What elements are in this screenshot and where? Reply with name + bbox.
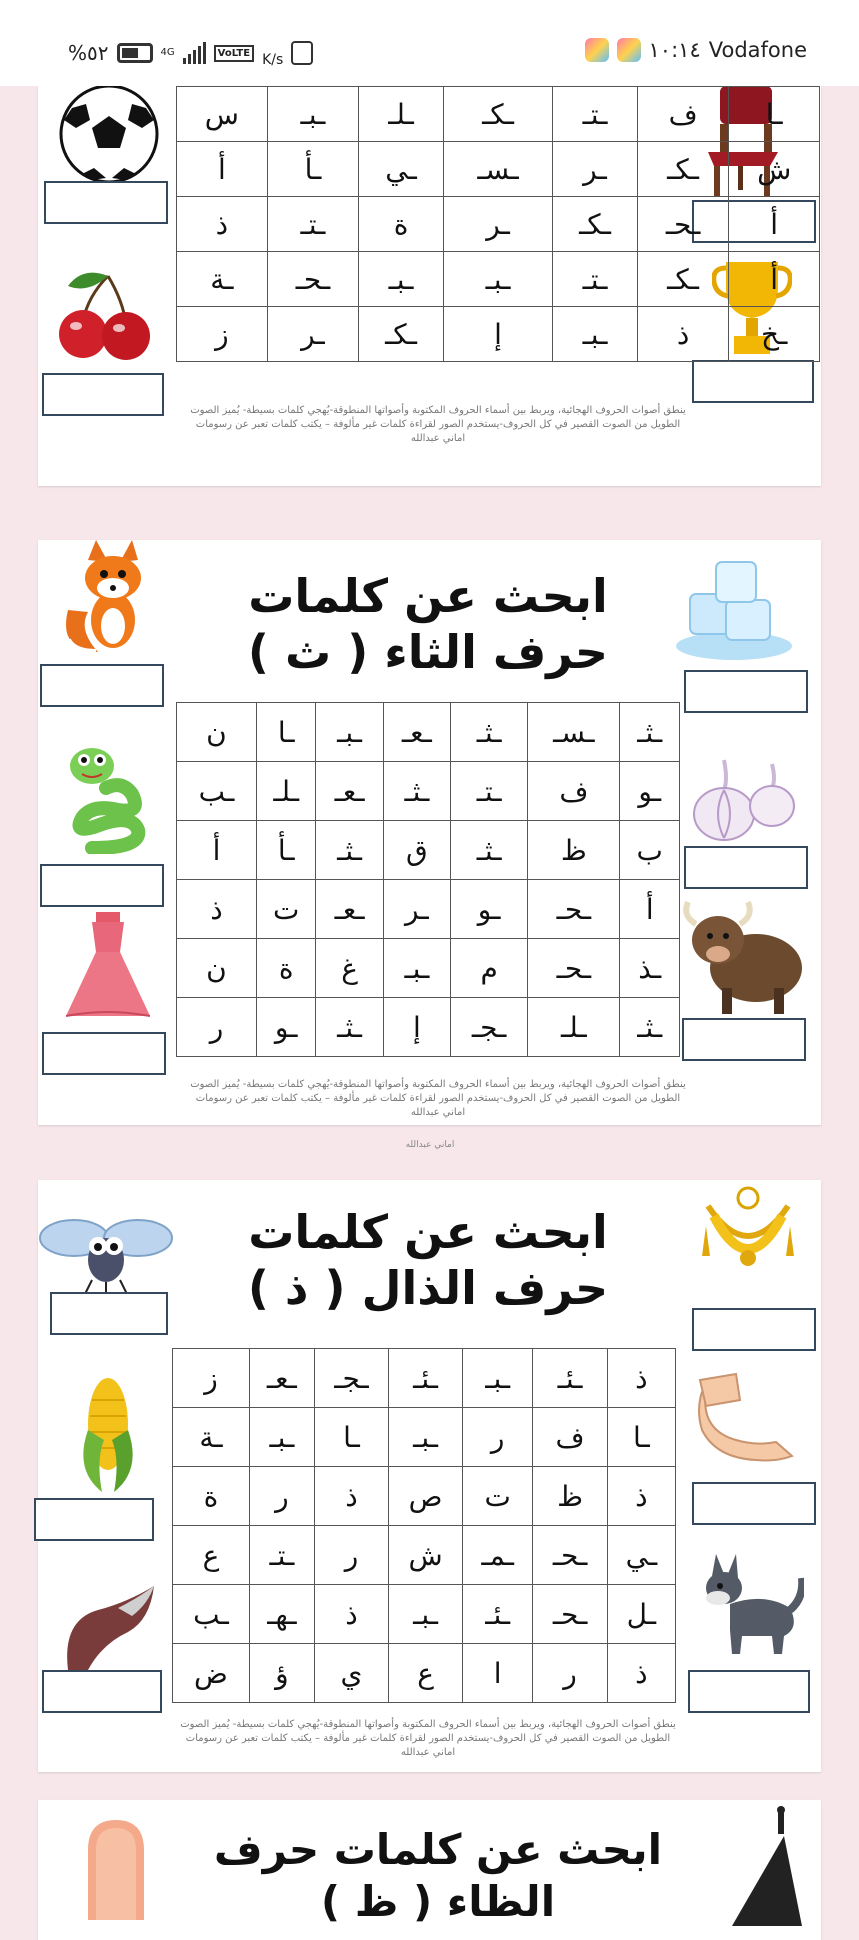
grid-cell[interactable]: ـئـ bbox=[533, 1349, 607, 1408]
grid-row bbox=[177, 821, 680, 880]
tail-image bbox=[58, 1580, 162, 1672]
grid-cell[interactable]: ـبـ bbox=[249, 1408, 314, 1467]
network-type: 4G bbox=[160, 47, 175, 58]
grid-cell[interactable]: ـحـ bbox=[637, 197, 728, 252]
status-bar bbox=[0, 0, 859, 86]
worksheet-card bbox=[38, 1800, 821, 1940]
grid-cell[interactable]: ـو bbox=[256, 998, 316, 1057]
grid-cell[interactable]: ـكـ bbox=[553, 197, 638, 252]
grid-cell[interactable]: ع bbox=[389, 1644, 463, 1703]
grid-cell[interactable]: ز bbox=[173, 1349, 250, 1408]
grid-cell[interactable]: ر bbox=[533, 1644, 607, 1703]
grid-cell[interactable]: ـثـ bbox=[620, 998, 680, 1057]
grid-cell[interactable]: ـة bbox=[173, 1408, 250, 1467]
grid-cell[interactable]: ع bbox=[173, 1526, 250, 1585]
title-line: حرف الذال ( ذ ) bbox=[247, 1261, 609, 1315]
grid-cell[interactable]: ص bbox=[389, 1467, 463, 1526]
grid-cell[interactable]: ـر bbox=[443, 197, 552, 252]
grid-row bbox=[177, 197, 820, 252]
grid-row bbox=[177, 998, 680, 1057]
grid-row bbox=[173, 1644, 676, 1703]
grid-row bbox=[173, 1526, 676, 1585]
grid-cell[interactable]: ـبـ bbox=[389, 1585, 463, 1644]
grid-cell[interactable]: ـتـ bbox=[553, 87, 638, 142]
grid-cell[interactable]: س bbox=[177, 87, 268, 142]
grid-row bbox=[177, 762, 680, 821]
grid-cell[interactable]: أ bbox=[177, 142, 268, 197]
battery-percent: %٥٢ bbox=[68, 41, 109, 65]
dress-image bbox=[58, 912, 158, 1020]
title-line: ابحث عن كلمات bbox=[248, 1205, 608, 1259]
grid-cell[interactable]: ظ bbox=[528, 821, 620, 880]
grid-cell[interactable]: ـعـ bbox=[383, 703, 450, 762]
grid-cell[interactable]: ي bbox=[314, 1644, 388, 1703]
grid-row bbox=[173, 1349, 676, 1408]
grid-cell[interactable]: ـلـ bbox=[528, 998, 620, 1057]
grid-cell[interactable]: ـة bbox=[177, 252, 268, 307]
clock: ١٠:١٤ bbox=[648, 38, 701, 62]
grid-row bbox=[177, 307, 820, 362]
corn-image bbox=[68, 1370, 148, 1494]
grid-cell[interactable]: ز bbox=[177, 307, 268, 362]
grid-cell[interactable]: ـر bbox=[267, 307, 358, 362]
footer-line: الطويل من الصوت القصير في كل الحروف-يستخدم الصور لقراءة كلمات غير مألوفة – يكتب كلمات تعبر عن رسومات bbox=[195, 419, 681, 430]
between-label: اماني عبدالله bbox=[405, 1140, 455, 1150]
grid-cell[interactable]: ت bbox=[462, 1467, 532, 1526]
title-line: الظاء ( ظ ) bbox=[320, 1877, 556, 1926]
grid-cell[interactable]: ـحـ bbox=[267, 252, 358, 307]
grid-cell[interactable]: ا bbox=[462, 1644, 532, 1703]
grid-cell[interactable]: ـتـ bbox=[451, 762, 528, 821]
grid-cell[interactable]: ـبـ bbox=[316, 703, 383, 762]
title-line: ابحث عن كلمات bbox=[248, 569, 608, 623]
letter-grid bbox=[176, 702, 680, 1057]
footer-line: الطويل من الصوت القصير في كل الحروف-يستخدم الصور لقراءة كلمات غير مألوفة – يكتب كلمات تعبر عن رسومات bbox=[195, 1093, 681, 1104]
grid-cell[interactable]: م bbox=[451, 939, 528, 998]
grid-cell[interactable]: ـا bbox=[314, 1408, 388, 1467]
speed-label: K/s bbox=[262, 52, 284, 68]
grid-cell[interactable]: ـحـ bbox=[533, 1585, 607, 1644]
grid-cell[interactable]: ـبـ bbox=[553, 307, 638, 362]
grid-cell[interactable]: ـجـ bbox=[451, 998, 528, 1057]
grid-cell[interactable]: ـثـ bbox=[451, 821, 528, 880]
grid-cell[interactable]: ـعـ bbox=[316, 762, 383, 821]
grid-cell[interactable]: ذ bbox=[314, 1467, 388, 1526]
grid-row bbox=[177, 142, 820, 197]
grid-cell[interactable]: ـبـ bbox=[462, 1349, 532, 1408]
grid-cell[interactable]: ق bbox=[383, 821, 450, 880]
grid-cell[interactable]: ن bbox=[177, 703, 257, 762]
answer-box[interactable] bbox=[692, 360, 814, 403]
yak-image bbox=[682, 896, 806, 1018]
answer-box[interactable] bbox=[34, 1498, 154, 1541]
grid-cell[interactable]: ـل bbox=[607, 1585, 675, 1644]
grid-cell[interactable]: ـبـ bbox=[267, 87, 358, 142]
grid-cell[interactable]: ظ bbox=[533, 1467, 607, 1526]
answer-box[interactable] bbox=[40, 864, 164, 907]
footer-line: ينطق أصوات الحروف الهجائية، ويربط بين أسماء الحروف المكتوبة وأصواتها المنطوقة-يُهجي كلمات بسيطة- يُميز الصوت bbox=[180, 1719, 676, 1730]
grid-cell[interactable]: ف bbox=[528, 762, 620, 821]
grid-cell[interactable]: ر bbox=[462, 1408, 532, 1467]
grid-cell[interactable]: إ bbox=[443, 307, 552, 362]
grid-row bbox=[177, 703, 680, 762]
soccer-ball-image bbox=[54, 86, 164, 182]
grid-cell[interactable]: ة bbox=[173, 1467, 250, 1526]
grid-cell[interactable]: ـبـ bbox=[359, 252, 444, 307]
necklace-image bbox=[698, 1186, 798, 1288]
grid-cell[interactable]: ـمـ bbox=[462, 1526, 532, 1585]
grid-cell[interactable]: ـثـ bbox=[451, 703, 528, 762]
app-notification-icon bbox=[617, 38, 641, 62]
grid-row bbox=[177, 87, 820, 142]
grid-cell[interactable]: ـعـ bbox=[249, 1349, 314, 1408]
grid-cell[interactable]: أ bbox=[729, 197, 820, 252]
footer-line: ينطق أصوات الحروف الهجائية، ويربط بين أسماء الحروف المكتوبة وأصواتها المنطوقة-يُهجي كلمات بسيطة- يُميز الصوت bbox=[190, 1079, 686, 1090]
app-notification-icon bbox=[585, 38, 609, 62]
grid-row bbox=[177, 939, 680, 998]
grid-cell[interactable]: ـجـ bbox=[314, 1349, 388, 1408]
grid-cell[interactable]: ـكـ bbox=[359, 307, 444, 362]
answer-box[interactable] bbox=[44, 181, 168, 224]
grid-cell[interactable]: ف bbox=[637, 87, 728, 142]
grid-cell[interactable]: ر bbox=[249, 1467, 314, 1526]
grid-cell[interactable]: غ bbox=[316, 939, 383, 998]
answer-box[interactable] bbox=[684, 846, 808, 889]
answer-box[interactable] bbox=[682, 1018, 806, 1061]
grid-cell[interactable]: ـبـ bbox=[443, 252, 552, 307]
footer-line: اماني عبدالله bbox=[410, 433, 466, 444]
status-left bbox=[68, 38, 313, 68]
grid-cell[interactable]: ت bbox=[256, 880, 316, 939]
grid-cell[interactable]: ـا bbox=[729, 87, 820, 142]
answer-box[interactable] bbox=[42, 1032, 166, 1075]
footer-line: اماني عبدالله bbox=[400, 1747, 456, 1758]
grid-cell[interactable]: ـلـ bbox=[359, 87, 444, 142]
answer-box[interactable] bbox=[40, 664, 164, 707]
grid-cell[interactable]: أ bbox=[729, 252, 820, 307]
grid-cell[interactable]: ـتـ bbox=[249, 1526, 314, 1585]
volte-badge: VoLTE bbox=[214, 45, 254, 62]
answer-box[interactable] bbox=[688, 1670, 810, 1713]
arm-image bbox=[696, 1370, 800, 1474]
grid-cell[interactable]: ـتـ bbox=[267, 197, 358, 252]
grid-cell[interactable]: ر bbox=[177, 998, 257, 1057]
grid-row bbox=[173, 1467, 676, 1526]
grid-cell[interactable]: ذ bbox=[607, 1644, 675, 1703]
worksheet-card bbox=[38, 540, 821, 1125]
worksheet-title bbox=[218, 1204, 638, 1316]
worksheet-footer bbox=[138, 404, 738, 446]
grid-row bbox=[173, 1585, 676, 1644]
pyramids-image bbox=[692, 1806, 802, 1926]
grid-cell[interactable]: ـثـ bbox=[316, 998, 383, 1057]
grid-cell[interactable]: ؤ bbox=[249, 1644, 314, 1703]
fly-image bbox=[38, 1210, 174, 1300]
grid-cell[interactable]: ـأ bbox=[267, 142, 358, 197]
grid-cell[interactable]: ـثـ bbox=[620, 703, 680, 762]
grid-cell[interactable]: ـو bbox=[451, 880, 528, 939]
grid-cell[interactable]: ـتـ bbox=[553, 252, 638, 307]
footer-line: اماني عبدالله bbox=[410, 1107, 466, 1118]
grid-cell[interactable]: ش bbox=[729, 142, 820, 197]
grid-cell[interactable]: ـذ bbox=[620, 939, 680, 998]
worksheet-title bbox=[198, 1824, 678, 1928]
grid-cell[interactable]: ـي bbox=[359, 142, 444, 197]
title-line: حرف الثاء ( ث ) bbox=[247, 625, 609, 679]
grid-cell[interactable]: ـا bbox=[256, 703, 316, 762]
grid-cell[interactable]: ـهـ bbox=[249, 1585, 314, 1644]
answer-box[interactable] bbox=[684, 670, 808, 713]
grid-cell[interactable]: ب bbox=[620, 821, 680, 880]
answer-box[interactable] bbox=[692, 1308, 816, 1351]
letter-grid bbox=[172, 1348, 676, 1703]
grid-cell[interactable]: ـي bbox=[607, 1526, 675, 1585]
grid-cell[interactable]: ـسـ bbox=[528, 703, 620, 762]
grid-row bbox=[177, 252, 820, 307]
answer-box[interactable] bbox=[692, 1482, 816, 1525]
grid-cell[interactable]: ـحـ bbox=[528, 939, 620, 998]
worksheet-footer bbox=[128, 1718, 728, 1760]
grid-cell[interactable]: ـعـ bbox=[316, 880, 383, 939]
grid-cell[interactable]: ـأ bbox=[256, 821, 316, 880]
grid-cell[interactable]: ـر bbox=[553, 142, 638, 197]
grid-cell[interactable]: ـثـ bbox=[383, 762, 450, 821]
grid-cell[interactable]: ش bbox=[389, 1526, 463, 1585]
letter-grid bbox=[176, 86, 820, 362]
grid-cell[interactable]: ر bbox=[314, 1526, 388, 1585]
grid-cell[interactable]: ـسـ bbox=[443, 142, 552, 197]
worksheet-card bbox=[38, 1180, 821, 1772]
footer-line: الطويل من الصوت القصير في كل الحروف-يستخدم الصور لقراءة كلمات غير مألوفة – يكتب كلمات تعبر عن رسومات bbox=[185, 1733, 671, 1744]
answer-box[interactable] bbox=[50, 1292, 168, 1335]
grid-cell[interactable]: ذ bbox=[177, 197, 268, 252]
grid-cell[interactable]: ـحـ bbox=[528, 880, 620, 939]
grid-cell[interactable]: ـر bbox=[383, 880, 450, 939]
grid-cell[interactable]: أ bbox=[177, 821, 257, 880]
grid-cell[interactable]: ذ bbox=[637, 307, 728, 362]
grid-cell[interactable]: ـو bbox=[620, 762, 680, 821]
grid-row bbox=[177, 880, 680, 939]
grid-cell[interactable]: ذ bbox=[607, 1467, 675, 1526]
cherries-image bbox=[48, 266, 158, 361]
grid-cell[interactable]: ـئـ bbox=[389, 1349, 463, 1408]
garlic-image bbox=[690, 750, 800, 850]
grid-cell[interactable]: ـئـ bbox=[462, 1585, 532, 1644]
grid-cell[interactable]: ـلـ bbox=[256, 762, 316, 821]
fox-image bbox=[58, 540, 158, 660]
grid-cell[interactable]: ذ bbox=[607, 1349, 675, 1408]
grid-cell[interactable]: ـخ bbox=[729, 307, 820, 362]
grid-cell[interactable]: ـحـ bbox=[533, 1526, 607, 1585]
grid-row bbox=[173, 1408, 676, 1467]
grid-cell[interactable]: أ bbox=[620, 880, 680, 939]
status-right bbox=[585, 38, 807, 62]
signal-icon bbox=[183, 42, 206, 64]
worksheet-footer bbox=[138, 1078, 738, 1120]
grid-cell[interactable]: ذ bbox=[314, 1585, 388, 1644]
grid-cell[interactable]: ـثـ bbox=[316, 821, 383, 880]
grid-cell[interactable]: ة bbox=[256, 939, 316, 998]
grid-cell[interactable]: ـكـ bbox=[443, 87, 552, 142]
carrier-name: Vodafone bbox=[708, 38, 807, 62]
ice-cubes-image bbox=[672, 554, 794, 662]
grid-cell[interactable]: ـكـ bbox=[637, 142, 728, 197]
battery-icon bbox=[117, 43, 153, 63]
grid-cell[interactable]: ـبـ bbox=[383, 939, 450, 998]
grid-cell[interactable]: ـبـ bbox=[389, 1408, 463, 1467]
worksheet-title bbox=[218, 568, 638, 680]
answer-box[interactable] bbox=[42, 1670, 162, 1713]
grid-cell[interactable]: ـب bbox=[177, 762, 257, 821]
wolf-image bbox=[694, 1548, 804, 1656]
grid-cell[interactable]: ذ bbox=[177, 880, 257, 939]
grid-cell[interactable]: ة bbox=[359, 197, 444, 252]
snake-image bbox=[62, 744, 152, 854]
nfc-icon bbox=[291, 41, 313, 65]
grid-cell[interactable]: ـب bbox=[173, 1585, 250, 1644]
grid-cell[interactable]: ـكـ bbox=[637, 252, 728, 307]
grid-cell[interactable]: إ bbox=[383, 998, 450, 1057]
worksheet-card bbox=[38, 86, 821, 486]
grid-cell[interactable]: ض bbox=[173, 1644, 250, 1703]
grid-cell[interactable]: ـا bbox=[607, 1408, 675, 1467]
grid-cell[interactable]: ن bbox=[177, 939, 257, 998]
grid-cell[interactable]: ف bbox=[533, 1408, 607, 1467]
fingernail-image bbox=[78, 1820, 154, 1920]
title-line: ابحث عن كلمات حرف bbox=[213, 1825, 663, 1874]
footer-line: ينطق أصوات الحروف الهجائية، ويربط بين أسماء الحروف المكتوبة وأصواتها المنطوقة-يُهجي كلمات بسيطة- يُميز الصوت bbox=[190, 405, 686, 416]
